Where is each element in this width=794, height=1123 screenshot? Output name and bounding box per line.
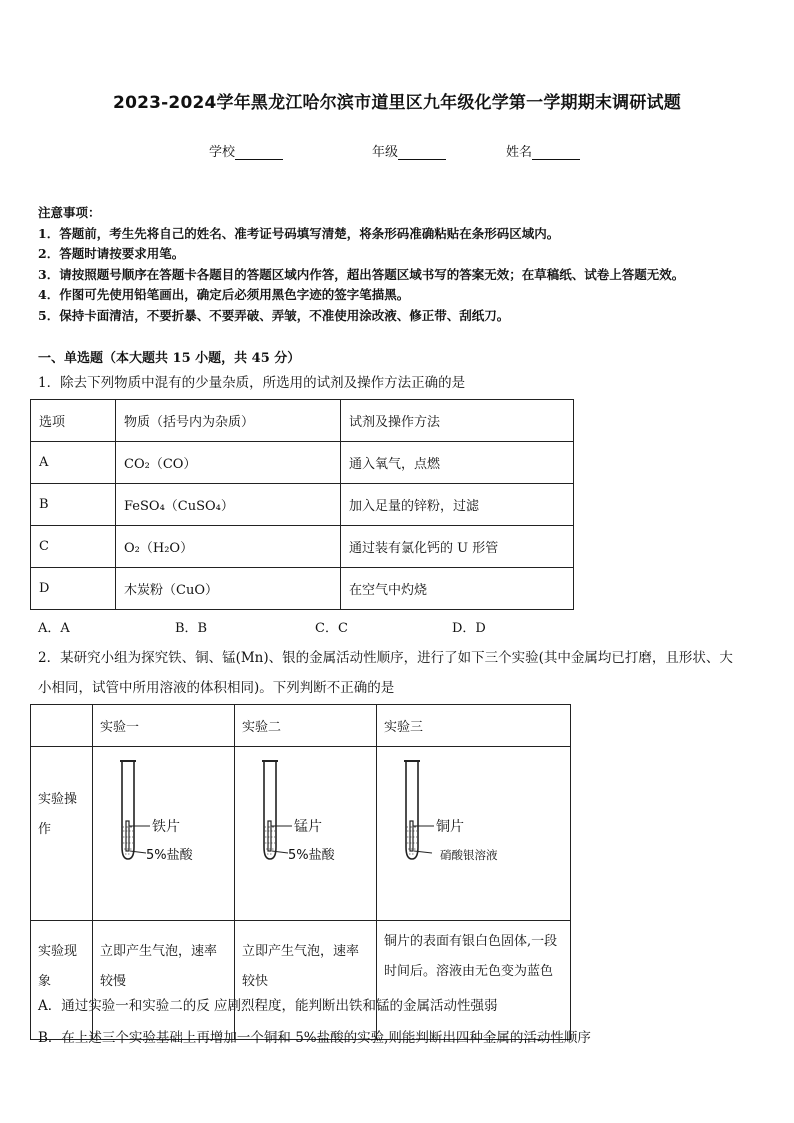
table-cell: C [31, 526, 116, 568]
q2-stem-line2: 小相同，试管中所用溶液的体积相同)。下列判断不正确的是 [38, 680, 395, 696]
table-header-cell: 物质（括号内为杂质） [116, 400, 341, 442]
notice-item: 1．答题前，考生先将自己的姓名、准考证号码填写清楚，将条形码准确粘贴在条形码区域内。 [38, 225, 560, 241]
school-label: 学校 [209, 145, 236, 160]
solution-label: 5%盐酸 [146, 848, 193, 863]
name-label: 姓名 [506, 145, 533, 160]
answer-option[interactable]: D．D [452, 621, 486, 636]
experiment-cell [377, 747, 571, 921]
grade-blank [398, 146, 446, 160]
experiment-cell [93, 747, 235, 921]
table-cell: FeSO₄（CuSO₄） [116, 484, 341, 526]
table-cell: 通入氧气，点燃 [341, 442, 574, 484]
table-cell: D [31, 568, 116, 610]
metal-label: 锰片 [294, 819, 322, 835]
table-row [31, 526, 574, 568]
answer-option[interactable]: C．C [315, 621, 348, 636]
table-cell: CO₂（CO） [116, 442, 341, 484]
table-cell: B [31, 484, 116, 526]
answer-option[interactable]: A．A [38, 621, 70, 636]
notice-item: 2．答题时请按要求用笔。 [38, 246, 185, 262]
table-cell: 在空气中灼烧 [341, 568, 574, 610]
table-header-cell: 选项 [31, 400, 116, 442]
table-header-cell: 实验三 [377, 705, 571, 747]
q2-choice-b[interactable]: B．在上述三个实验基础上再增加一个铜和 5%盐酸的实验,则能判断出四种金属的活动性顺序 [38, 1030, 591, 1046]
name-field [506, 141, 580, 160]
solution-label: 5%盐酸 [288, 848, 335, 863]
name-blank [532, 146, 580, 160]
metal-label: 铜片 [436, 819, 464, 835]
table-header-row [31, 705, 571, 747]
phenomenon-cell: 铜片的表面有银白色固体,一段时间后。溶液由无色变为蓝色 [377, 921, 571, 1040]
school-blank [235, 146, 283, 160]
phenomenon-cell: 立即产生气泡，速率较慢 [93, 921, 235, 1040]
notice-item: 3．请按照题号顺序在答题卡各题目的答题区域内作答，超出答题区域书写的答案无效；在草稿纸、试卷上答题无效。 [38, 266, 685, 282]
q2-table [30, 704, 571, 1040]
notice-heading: 注意事项： [38, 205, 101, 220]
grade-field [372, 141, 446, 160]
table-cell: 通过装有氯化钙的 U 形管 [341, 526, 574, 568]
table-header-cell: 实验二 [235, 705, 377, 747]
table-cell: O₂（H₂O） [116, 526, 341, 568]
table-cell: A [31, 442, 116, 484]
row-label: 实验现象 [31, 921, 93, 1040]
table-row [31, 442, 574, 484]
experiment-cell [235, 747, 377, 921]
school-field [209, 141, 283, 160]
phenomenon-cell: 立即产生气泡，速率较快 [235, 921, 377, 1040]
table-cell: 加入足量的锌粉，过滤 [341, 484, 574, 526]
solution-label: 硝酸银溶液 [440, 848, 498, 862]
notice-block [38, 203, 684, 327]
row-label: 实验操作 [31, 747, 93, 921]
q1-stem: 1．除去下列物质中混有的少量杂质，所选用的试剂及操作方法正确的是 [38, 375, 466, 391]
exam-title: 2023-2024学年黑龙江哈尔滨市道里区九年级化学第一学期期末调研试题 [113, 93, 681, 113]
table-row [31, 484, 574, 526]
table-corner-cell [31, 705, 93, 747]
notice-item: 4．作图可先使用铅笔画出，确定后必须用黑色字迹的签字笔描黑。 [38, 287, 410, 303]
table-row [31, 568, 574, 610]
q1-table [30, 399, 574, 610]
answer-option[interactable]: B．B [175, 621, 208, 636]
q2-choice-a[interactable]: A．通过实验一和实验二的反 应剧烈程度，能判断出铁和锰的金属活动性强弱 [38, 998, 498, 1014]
q2-stem-line1: 2．某研究小组为探究铁、铜、锰(Mn)、银的金属活动性顺序，进行了如下三个实验(其中金属均已打磨，且形状、大 [38, 650, 733, 666]
grade-label: 年级 [372, 145, 399, 160]
table-row [31, 747, 571, 921]
section-title: 一、单选题（本大题共 15 小题，共 45 分） [38, 351, 301, 366]
notice-item: 5．保持卡面清洁，不要折暴、不要弄破、弄皱，不准使用涂改液、修正带、刮纸刀。 [38, 307, 510, 323]
metal-label: 铁片 [152, 819, 180, 835]
table-cell: 木炭粉（CuO） [116, 568, 341, 610]
table-header-cell: 试剂及操作方法 [341, 400, 574, 442]
table-row [31, 921, 571, 1040]
table-header-row [31, 400, 574, 442]
table-header-cell: 实验一 [93, 705, 235, 747]
